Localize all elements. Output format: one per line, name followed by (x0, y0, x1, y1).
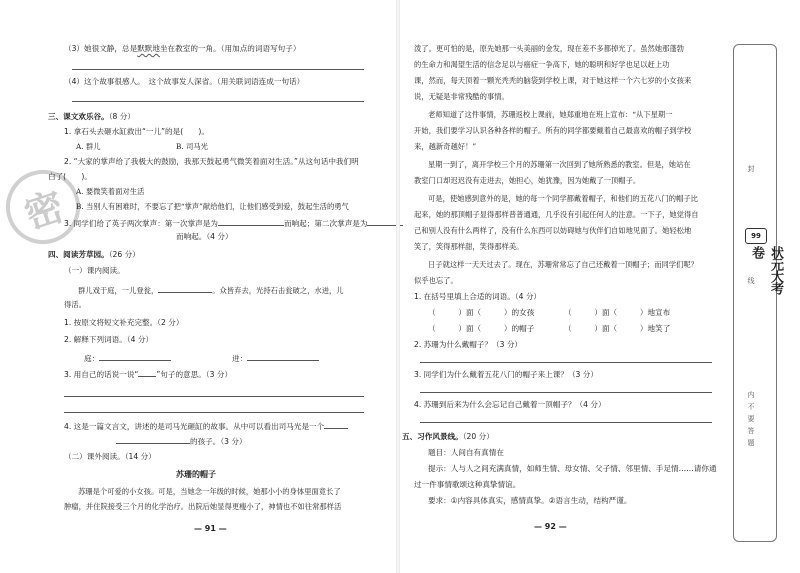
r-q4: 4. 苏珊到后来为什么会忘记自己戴着一顶帽子？（4 分） (414, 400, 606, 409)
story-line: 课，然而，每天顶着一颗光秃秃的脑袋到学校上课，对于她这样一个六七岁的小女孩来 (414, 76, 692, 85)
q3-prompt: （3）她很文静，总是默默地坐在教室的一角。（用加点的词语写句子） (64, 44, 301, 53)
story-line: 开始，我们要学习认识各种各样的帽子。所有的同学都要戴着自己最喜欢的帽子到学校 (414, 126, 692, 135)
story-line: 星期一到了，离开学校三个月的苏珊第一次回到了她所熟悉的教室。但是，她站在 (428, 160, 691, 169)
s3-q1-option-b[interactable]: B. 司马光 (176, 142, 208, 151)
story-line: 来，越新奇越好！” (414, 142, 477, 151)
left-page (0, 0, 396, 573)
side-mark: 封 (747, 165, 755, 172)
answer-line[interactable] (420, 392, 712, 393)
side-mark: 要 (747, 415, 755, 422)
story-line1: 苏珊是个可爱的小女孩。可是，当她念一年级的时候，她那小小的身体里面竟长了 (78, 487, 341, 496)
answer-line[interactable] (72, 69, 364, 70)
section-5-title: 五、习作风景线。（20 分） (402, 432, 494, 441)
right-page (400, 0, 730, 573)
page-number: — 91 — (194, 524, 227, 533)
s3-q2-line1: 2. “大家的掌声给了我极大的鼓励，我那天鼓起勇气微笑着面对生活。”从这句话中我们明 (64, 157, 359, 166)
passage-1-line2: 得活。 (64, 300, 86, 309)
section-4-title: 四、阅读芳草园。（26 分） (48, 250, 140, 259)
r-q2: 2. 苏珊为什么戴帽子？（3 分） (414, 340, 523, 349)
answer-line[interactable] (64, 396, 364, 397)
story-line: 的生命力和渴望生活的信念足以与癌症一争高下，她的聪明和好学也足以赶上功 (414, 60, 670, 69)
brand-logo (745, 228, 783, 294)
s3-q2-line2: 白了( )。 (48, 172, 92, 181)
s3-q1-option-a[interactable]: A. 群儿 (76, 142, 101, 151)
p1-q3: 3. 用自己的话说一说“ ”句子的意思。（3 分） (64, 370, 233, 379)
essay-hint-line1: 提示：人与人之间充满真情，如师生情、母女情、父子情、邻里情、手足情……请你通 (428, 464, 717, 473)
page-number: — 92 — (534, 522, 567, 531)
p1-q4: 4. 这是一篇文言文，讲述的是司马光砸缸的故事。从中可以看出司马光是一个 (64, 420, 348, 432)
story-line: 说，无疑是非常残酷的事情。 (414, 92, 509, 101)
s3-q3-line1: 3. 同学们给了英子两次掌声：第一次掌声是为 而响起；第二次掌声是为 (64, 217, 403, 229)
p1-q2-bing: 迸： (232, 352, 319, 364)
s3-q3-line2: 而响起。（4 分） (176, 232, 233, 241)
essay-topic: 题目：人间自有真情在 (428, 448, 504, 457)
story-line2: 肿瘤，并住院接受三个月的化学治疗。出院后她显得更瘦小了，神情也不如往常那样活 (64, 502, 342, 511)
story-title: 苏珊的帽子 (176, 470, 216, 479)
answer-line[interactable] (420, 362, 712, 363)
side-mark: 题 (747, 439, 755, 446)
side-mark: 线 (747, 277, 755, 284)
r-q1-blank[interactable]: （ ）面（ ）地宣布 (564, 308, 671, 317)
seal-watermark: 密 (0, 160, 90, 253)
passage-1-line1: 群儿戏于庭，一儿登瓮， 。众皆弃去，光持石击瓮破之，水迸，儿 (78, 286, 344, 295)
p1-q4-cont: 的孩子。（3 分） (116, 435, 247, 447)
story-line: 日子就这样一天天过去了。现在，苏珊常常忘了自己还戴着一顶帽子；而同学们呢？ (428, 260, 698, 269)
side-mark: 不 (747, 403, 755, 410)
s3-q1: 1. 拿石头去砸水缸救出“一儿”的是( )。 (64, 127, 209, 136)
r-q3: 3. 同学们为什么戴着五花八门的帽子来上课？（3 分） (414, 370, 598, 379)
r-q1-blank[interactable]: （ ）面（ ）地笑了 (564, 324, 671, 333)
story-line: 泼了。更可怕的是，原先她那一头美丽的金发，现在差不多都掉光了。虽然她那蓬勃 (414, 44, 684, 53)
essay-requirements: 要求：①内容具体真实，感情真挚。②语言生动，结构严谨。 (428, 496, 632, 505)
story-line: 起来，她的那顶帽子显得那样普普通通，几乎没有引起任何人的注意。一下子，她觉得自 (414, 210, 699, 219)
essay-hint-line2: 过一件事情歌颂这种真挚情谊。 (414, 480, 521, 489)
logo-badge: 99 (745, 228, 767, 244)
answer-line[interactable] (72, 101, 364, 102)
r-q1-blank[interactable]: （ ）面（ ）的女孩 (428, 308, 535, 317)
p1-q2-ting: 庭： (84, 352, 171, 364)
p1-q2: 2. 解释下列词语。（4 分） (64, 335, 154, 344)
side-mark: 答 (747, 427, 755, 434)
story-line: 似乎也忘了。 (414, 276, 458, 285)
s3-q2-option-a[interactable]: A. 要微笑着面对生活 (76, 187, 145, 196)
story-line: 笑了，笑得那样甜，笑得那样美。 (414, 242, 524, 251)
story-line: 老师知道了这件事情，苏珊返校上课前，她郑重地在班上宣布：“从下星期一 (428, 110, 673, 119)
r-q1: 1. 在括号里填上合适的词语。（4 分） (414, 292, 542, 301)
section-3-title: 三、课文欢乐谷。（8 分） (48, 112, 135, 121)
subsection-in-class: （一）课内阅读。 (64, 266, 125, 275)
p1-q1: 1. 按原文将短文补充完整。（2 分） (64, 318, 184, 327)
r-q1-blank[interactable]: （ ）面（ ）的帽子 (428, 324, 535, 333)
story-line: 教室门口却迟迟没有走进去，她担心，她犹豫，因为她戴了一顶帽子。 (414, 176, 641, 185)
subsection-extracurricular: （二）课外阅读。（14 分） (64, 452, 156, 461)
answer-line[interactable] (420, 422, 712, 423)
logo-brand-text: 状元大考卷 (749, 246, 783, 294)
side-mark: 内 (747, 391, 755, 398)
story-line: 己和别人没有什么两样了，没有什么东西可以妨碍她与伙伴们自如地见面了。她轻松地 (414, 226, 692, 235)
s3-q2-option-b[interactable]: B. 当别人有困难时，不要忘了把“掌声”献给他们，让他们感受到爱，鼓起生活的勇气 (76, 202, 349, 211)
answer-line[interactable] (64, 412, 364, 413)
story-line: 可是，使她感到意外的是，她的每一个同学都戴着帽子，和他们的五花八门的帽子比 (428, 194, 698, 203)
q4-prompt: （4）这个故事很感人。 这个故事发人深省。（用关联词语连成一句话） (64, 77, 305, 86)
